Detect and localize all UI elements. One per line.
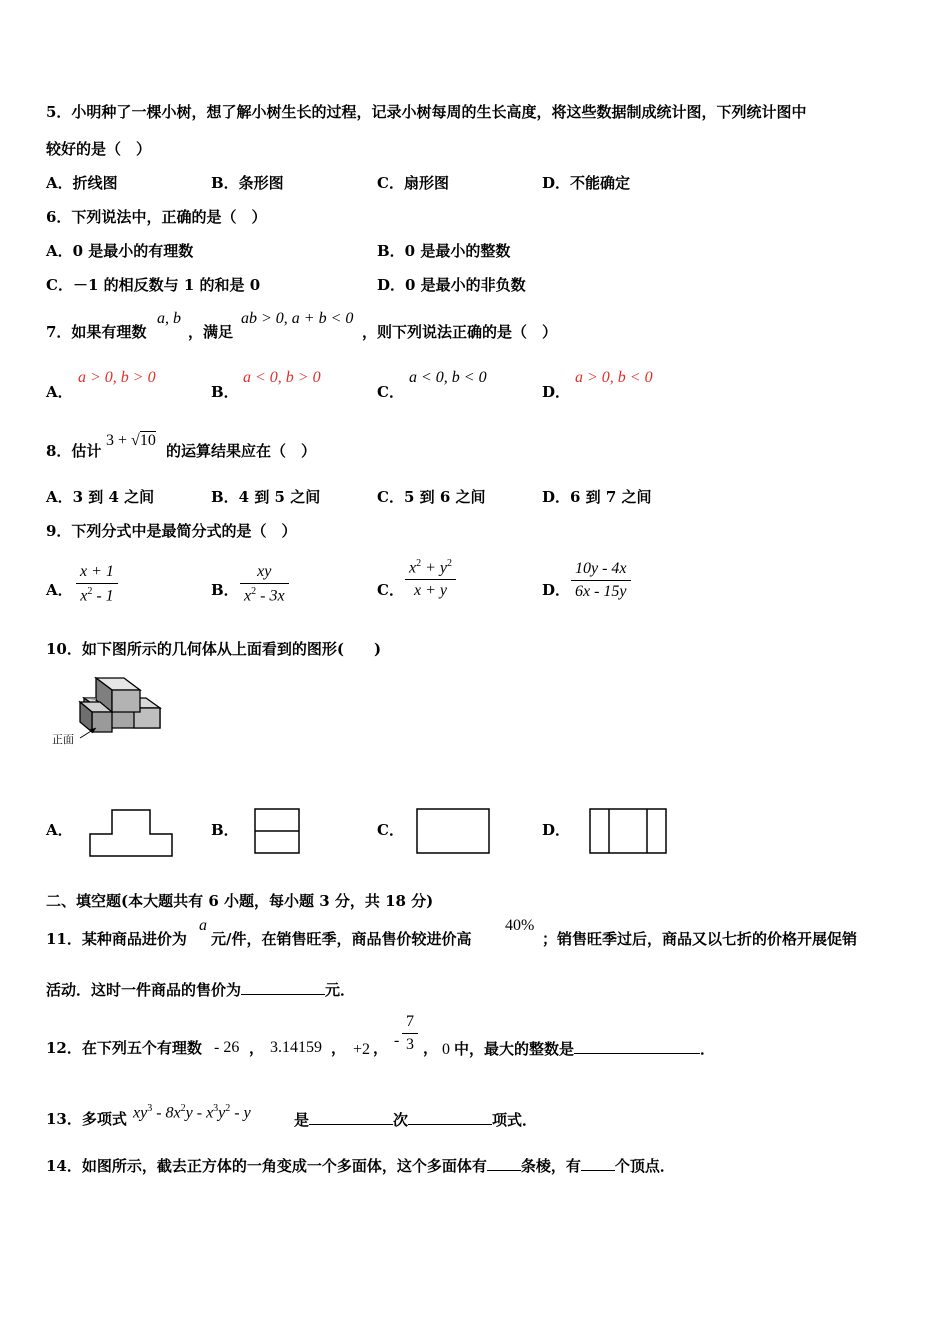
q13-degree-blank[interactable] (309, 1110, 393, 1125)
q5-stem-line1: 5．小明种了一棵小树，想了解小树生长的过程，记录小树每周的生长高度，将这些数据制成统计图，下列统计图中 (46, 103, 807, 121)
q10-label-a: A． (46, 821, 73, 839)
q12-answer-blank[interactable] (574, 1039, 700, 1054)
q12-number-1: - 26 (214, 1039, 240, 1056)
q11-prefix: 11．某种商品进价为 (46, 930, 187, 948)
q9-label-a: A． (46, 581, 73, 599)
q12-sep-2: ， (331, 1039, 347, 1057)
q12-number-5: 0 (442, 1041, 450, 1058)
q14-part-c: 个顶点． (614, 1157, 675, 1175)
q14-part-b: 条棱，有 (520, 1157, 581, 1175)
q13-prefix: 13．多项式 (46, 1110, 127, 1128)
q8-option-b: B．4 到 5 之间 (211, 488, 321, 506)
q12-suffix: 中，最大的整数是 (454, 1040, 575, 1058)
q12-suffix-wrap (454, 1039, 715, 1058)
q7-condition: ab > 0, a + b < 0 (241, 310, 354, 327)
q11-mid: 元/件，在销售旺季，商品售价较进价高 (211, 930, 472, 948)
q12-sep-1: ， (249, 1039, 265, 1057)
q11-percent: 40% (505, 917, 535, 934)
q7-mid: ，满足 (188, 323, 234, 341)
q5-option-a: A．折线图 (46, 174, 118, 192)
sqrt-icon: √ (131, 432, 140, 449)
q7-option-b: a < 0, b > 0 (243, 369, 321, 386)
q11-answer-blank[interactable] (241, 980, 325, 995)
q14-edges-blank[interactable] (487, 1156, 521, 1171)
q6-option-a: A．0 是最小的有理数 (46, 242, 194, 260)
q7-label-d: D． (542, 383, 571, 401)
q12-number-3: +2 (353, 1041, 371, 1058)
q7-prefix: 7．如果有理数 (46, 323, 147, 341)
q10-option-a-shape (88, 806, 176, 858)
q13-ci: 次 (393, 1111, 409, 1129)
q8-option-d: D．6 到 7 之间 (542, 488, 652, 506)
q12-frac-numerator: 7 (402, 1013, 418, 1034)
q8-option-a: A．3 到 4 之间 (46, 488, 155, 506)
q9-stem: 9．下列分式中是最简分式的是（ ） (46, 522, 297, 540)
q9-option-b (240, 563, 289, 605)
q14-line (46, 1156, 675, 1175)
q6-option-b: B．0 是最小的整数 (377, 242, 511, 260)
q9-b-numerator: xy (240, 563, 289, 584)
q12-fraction (402, 1013, 418, 1054)
q6-stem: 6．下列说法中，正确的是（ ） (46, 208, 267, 226)
q11-line2-b: 元． (325, 981, 356, 999)
q9-label-d: D． (542, 581, 571, 599)
q11-var: a (199, 917, 207, 934)
q12-frac-sign: - (394, 1032, 400, 1049)
q9-a-numerator: x + 1 (76, 563, 118, 584)
q9-a-denominator: $x^2 - 1$ (80, 586, 114, 605)
q13-end: 项式． (492, 1111, 538, 1129)
q13-polynomial: $xy^3 - 8x^2y - x^3y^2$ - y (133, 1103, 251, 1122)
q12-number-2: 3.14159 (270, 1039, 322, 1056)
q7-label-b: B． (211, 383, 239, 401)
q9-label-b: B． (211, 581, 239, 599)
q7-vars: a, b (157, 310, 181, 327)
q8-suffix: 的运算结果应在（ ） (166, 442, 317, 460)
q10-label-c: C． (377, 821, 404, 839)
q9-label-c: C． (377, 581, 404, 599)
q7-option-d: a > 0, b < 0 (575, 369, 653, 386)
q7-label-c: C． (377, 383, 404, 401)
q9-option-c (405, 558, 456, 600)
q13-answer-line (294, 1110, 537, 1129)
q9-c-numerator: $x^2 + y^2$ (405, 558, 456, 580)
q7-suffix: ，则下列说法正确的是（ ） (362, 323, 558, 341)
q8-option-c: C．5 到 6 之间 (377, 488, 486, 506)
q9-d-denominator: 6x - 15y (575, 583, 627, 600)
q10-label-d: D． (542, 821, 571, 839)
q14-part-a: 14．如图所示，截去正方体的一角变成一个多面体，这个多面体有 (46, 1157, 487, 1175)
q10-option-b-shape (252, 806, 304, 858)
q8-expr-radicand: 10 (139, 432, 156, 449)
q7-option-c: a < 0, b < 0 (409, 369, 487, 386)
q6-option-c: C．－1 的相反数与 1 的和是 0 (46, 276, 261, 294)
q10-option-c-shape (414, 806, 494, 858)
q11-line2 (46, 980, 355, 999)
q13-terms-blank[interactable] (408, 1110, 492, 1125)
q12-sep-4: ， (423, 1039, 439, 1057)
q6-option-d: D．0 是最小的非负数 (377, 276, 526, 294)
q11-suffix: ；销售旺季过后，商品又以七折的价格开展促销 (542, 930, 858, 948)
q10-front-label: 正面 (52, 733, 74, 746)
q7-option-a: a > 0, b > 0 (78, 369, 156, 386)
q9-b-denominator: $x^2 - 3x$ (244, 586, 285, 605)
q9-c-denominator: x + y (414, 582, 447, 600)
section2-title: 二、填空题(本大题共有 6 小题，每小题 3 分，共 18 分) (46, 892, 434, 910)
q9-option-a (76, 563, 118, 605)
q8-prefix: 8．估计 (46, 442, 102, 460)
q5-option-c: C．扇形图 (377, 174, 449, 192)
q8-expr-a: 3 + (106, 432, 132, 449)
q14-vertices-blank[interactable] (581, 1156, 615, 1171)
q12-frac-denominator: 3 (406, 1036, 414, 1053)
q5-stem-line2: 较好的是（ ） (46, 140, 152, 158)
q9-d-numerator: 10y - 4x (571, 560, 631, 581)
q12-sep-3: ， (373, 1039, 389, 1057)
q5-option-b: B．条形图 (211, 174, 284, 192)
q10-stem: 10．如下图所示的几何体从上面看到的图形( ) (46, 640, 382, 658)
q12-end: ． (700, 1040, 716, 1058)
q11-line2-a: 活动．这时一件商品的售价为 (46, 981, 242, 999)
q13-is: 是 (294, 1111, 310, 1129)
q9-option-d (571, 560, 631, 601)
q10-label-b: B． (211, 821, 239, 839)
q8-expression (106, 432, 156, 450)
q10-option-d-shape (587, 806, 671, 858)
q12-prefix: 12．在下列五个有理数 (46, 1039, 202, 1057)
q5-option-d: D．不能确定 (542, 174, 631, 192)
q7-label-a: A． (46, 383, 73, 401)
